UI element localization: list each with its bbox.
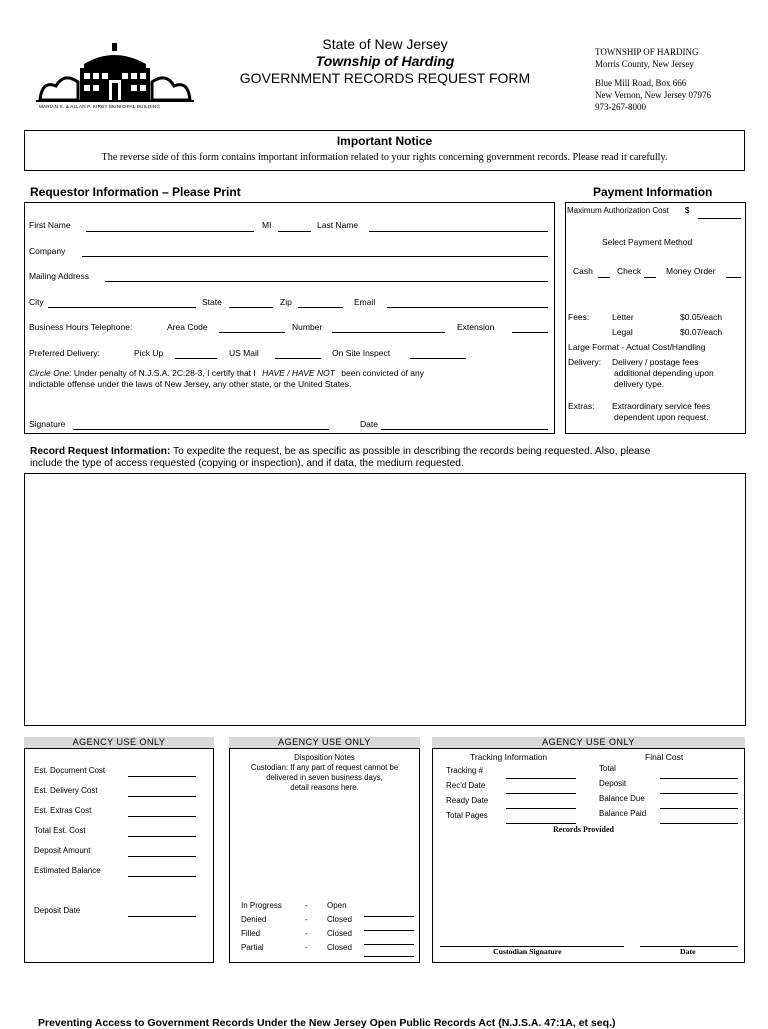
state-field[interactable]	[229, 307, 273, 308]
pick-up-label: Pick Up	[134, 348, 164, 358]
notice-title: Important Notice	[336, 134, 433, 148]
agency-cost-field[interactable]	[128, 816, 196, 817]
last-name-label: Last Name	[317, 220, 359, 230]
tracking-info-title: Tracking Information	[470, 752, 548, 762]
state-label: State	[202, 297, 222, 307]
money-order-field[interactable]	[726, 277, 741, 278]
township-address	[595, 46, 711, 113]
date-label: Date	[360, 419, 378, 429]
extension-field[interactable]	[512, 332, 548, 333]
large-format-label: Large Format - Actual Cost/Handling	[568, 342, 706, 352]
final-cost-field[interactable]	[660, 808, 738, 809]
header-form-title: GOVERNMENT RECORDS REQUEST FORM	[239, 70, 531, 86]
status-dash: -	[305, 943, 308, 952]
signature-field[interactable]	[73, 429, 329, 430]
fees-label: Fees:	[568, 312, 590, 322]
status-field[interactable]	[364, 916, 414, 917]
tracking-label: Tracking #	[446, 766, 484, 775]
agency-head-disposition: AGENCY USE ONLY	[229, 737, 420, 748]
area-code-field[interactable]	[219, 332, 285, 333]
payment-title: Payment Information	[593, 185, 713, 199]
final-cost-field[interactable]	[660, 823, 738, 824]
certification-text	[29, 368, 424, 390]
status-label: Partial	[241, 943, 264, 952]
final-cost-label: Balance Due	[599, 794, 645, 803]
company-label: Company	[29, 246, 66, 256]
business-phone-label: Business Hours Telephone:	[29, 322, 133, 332]
agency-cost-label: Estimated Balance	[34, 866, 101, 875]
deposit-date-label: Deposit Date	[34, 906, 81, 915]
tracking-label: Rec'd Date	[446, 781, 486, 790]
tracking-field[interactable]	[506, 808, 576, 809]
requestor-box	[24, 202, 555, 434]
status-label: In Progress	[241, 901, 282, 910]
email-field[interactable]	[387, 307, 548, 308]
agency-cost-field[interactable]	[128, 836, 196, 837]
final-cost-field[interactable]	[660, 793, 738, 794]
zip-label: Zip	[280, 297, 292, 307]
city-label: City	[29, 297, 44, 307]
record-request-heading: Record Request Information:	[30, 446, 171, 457]
us-mail-label: US Mail	[229, 348, 259, 358]
money-order-label: Money Order	[666, 266, 716, 276]
cert-part-a: : Under penalty of N.J.S.A. 2C:28-3, I certify that I	[69, 368, 256, 378]
tracking-field[interactable]	[506, 793, 576, 794]
agency-cost-label: Total Est. Cost	[34, 826, 86, 835]
delivery-line-2: additional depending upon	[614, 368, 714, 378]
status-label: Filled	[241, 929, 261, 938]
signature-label: Signature	[29, 419, 66, 429]
disposition-line-3: detail reasons here.	[290, 783, 359, 792]
record-request-instructions	[30, 446, 650, 470]
check-field[interactable]	[644, 277, 656, 278]
status-value: Closed	[327, 929, 352, 938]
first-name-label: First Name	[29, 220, 71, 230]
custodian-date-label: Date	[680, 947, 696, 956]
status-value: Closed	[327, 943, 352, 952]
township-logo	[34, 40, 196, 114]
agency-cost-label: Est. Delivery Cost	[34, 786, 98, 795]
agency-cost-label: Est. Document Cost	[34, 766, 106, 775]
record-request-text-2: include the type of access requested (copying or inspection), and if data, the medium requested.	[30, 458, 464, 469]
final-cost-label: Deposit	[599, 779, 627, 788]
address-phone: 973-267-8000	[595, 102, 646, 112]
header-state: State of New Jersey	[322, 36, 448, 52]
tracking-label: Ready Date	[446, 796, 489, 805]
letter-label: Letter	[612, 312, 634, 322]
requestor-title: Requestor Information – Please Print	[30, 185, 241, 199]
delivery-label: Delivery:	[568, 357, 602, 367]
pick-up-field[interactable]	[175, 358, 217, 359]
extras-text	[612, 401, 710, 423]
tracking-field[interactable]	[506, 823, 576, 824]
delivery-line-3: delivery type.	[614, 379, 665, 389]
agency-cost-label: Est. Extras Cost	[34, 806, 92, 815]
mailing-address-label: Mailing Address	[29, 271, 90, 281]
email-label: Email	[354, 297, 376, 307]
logo-caption: MARIAN S. & ALLAN P. KIRBY MUNICIPAL BUILDING	[39, 104, 161, 109]
delivery-line-1: Delivery / postage fees	[612, 357, 699, 367]
status-value: Open	[327, 901, 347, 910]
extension-label: Extension	[457, 322, 495, 332]
extras-line-2: dependent upon request.	[614, 412, 709, 422]
first-name-field[interactable]	[86, 231, 254, 232]
status-field[interactable]	[364, 930, 414, 931]
status-value: Closed	[327, 915, 352, 924]
cert-part-b: been convicted of any	[341, 368, 424, 378]
agency-head-tracking: AGENCY USE ONLY	[432, 737, 745, 748]
cert-part-c: indictable offense under the laws of New Jersey, any other state, or the United States.	[29, 379, 352, 389]
tracking-label: Total Pages	[446, 811, 488, 820]
legal-price: $0.07/each	[680, 327, 723, 337]
agency-cost-field[interactable]	[128, 876, 196, 877]
number-label: Number	[292, 322, 323, 332]
letter-price: $0.05/each	[680, 312, 723, 322]
cash-field[interactable]	[598, 277, 610, 278]
disposition-line-2: delivered in seven business days,	[266, 773, 383, 782]
on-site-field[interactable]	[410, 358, 466, 359]
status-dash: -	[305, 915, 308, 924]
final-cost-label: Balance Paid	[599, 809, 647, 818]
agency-cost-field[interactable]	[128, 856, 196, 857]
disposition-title: Disposition Notes	[294, 753, 355, 762]
circle-one-label: Circle One	[29, 368, 70, 378]
records-provided-label: Records Provided	[553, 825, 614, 834]
custodian-signature-label: Custodian Signature	[493, 947, 562, 956]
mi-field[interactable]	[278, 231, 311, 232]
header-township: Township of Harding	[315, 53, 455, 69]
max-auth-field[interactable]	[698, 218, 741, 219]
agency-cost-label: Deposit Amount	[34, 846, 91, 855]
address-name: TOWNSHIP OF HARDING	[595, 47, 699, 57]
mi-label: MI	[262, 220, 272, 230]
zip-field[interactable]	[298, 307, 343, 308]
agency-cost-field[interactable]	[128, 776, 196, 777]
cash-label: Cash	[573, 266, 593, 276]
select-payment-label: Select Payment Method	[602, 237, 693, 247]
preferred-delivery-label: Preferred Delivery:	[29, 348, 100, 358]
building-icon	[34, 40, 196, 114]
status-field[interactable]	[364, 956, 414, 957]
legal-label: Legal	[612, 327, 633, 337]
footer-heading: Preventing Access to Government Records Under the New Jersey Open Public Records Act (N.J.S.A. 47:1A, et seq.)	[38, 1017, 616, 1029]
max-auth-label: Maximum Authorization Cost	[567, 206, 669, 215]
area-code-label: Area Code	[167, 322, 208, 332]
status-dash: -	[305, 901, 308, 910]
final-cost-title: Final Cost	[645, 752, 684, 762]
status-field[interactable]	[364, 944, 414, 945]
company-field[interactable]	[82, 256, 548, 257]
record-request-textarea[interactable]	[24, 473, 746, 726]
important-notice	[24, 130, 745, 171]
disposition-notes	[229, 753, 420, 793]
mailing-address-field[interactable]	[105, 281, 548, 282]
address-city: New Vernon, New Jersey 07976	[595, 90, 712, 100]
disposition-line-1: Custodian: If any part of request cannot be	[250, 763, 399, 772]
record-request-text-1: To expedite the request, be as specific as possible in describing the records being requested. Also, please	[173, 446, 651, 457]
extras-label: Extras:	[568, 401, 595, 411]
notice-text: The reverse side of this form contains important information related to your rights concerning government records. Please read it carefully.	[101, 152, 668, 163]
check-label: Check	[617, 266, 642, 276]
agency-cost-field[interactable]	[128, 796, 196, 797]
final-cost-field[interactable]	[660, 778, 738, 779]
agency-head-costs: AGENCY USE ONLY	[24, 737, 214, 748]
dollar-sign: $	[685, 206, 690, 215]
on-site-label: On Site Inspect	[332, 348, 391, 358]
date-field[interactable]	[381, 429, 548, 430]
extras-line-1: Extraordinary service fees	[612, 401, 711, 411]
last-name-field[interactable]	[369, 231, 548, 232]
tracking-field[interactable]	[506, 778, 576, 779]
deposit-date-field[interactable]	[128, 916, 196, 917]
have-have-not-option[interactable]: HAVE / HAVE NOT	[262, 368, 335, 378]
status-dash: -	[305, 929, 308, 938]
city-field[interactable]	[48, 307, 196, 308]
delivery-text	[612, 357, 714, 390]
address-street: Blue Mill Road, Box 666	[595, 78, 687, 88]
address-county: Morris County, New Jersey	[595, 59, 694, 69]
us-mail-field[interactable]	[275, 358, 321, 359]
status-label: Denied	[241, 915, 267, 924]
number-field[interactable]	[332, 332, 445, 333]
final-cost-label: Total	[599, 764, 616, 773]
